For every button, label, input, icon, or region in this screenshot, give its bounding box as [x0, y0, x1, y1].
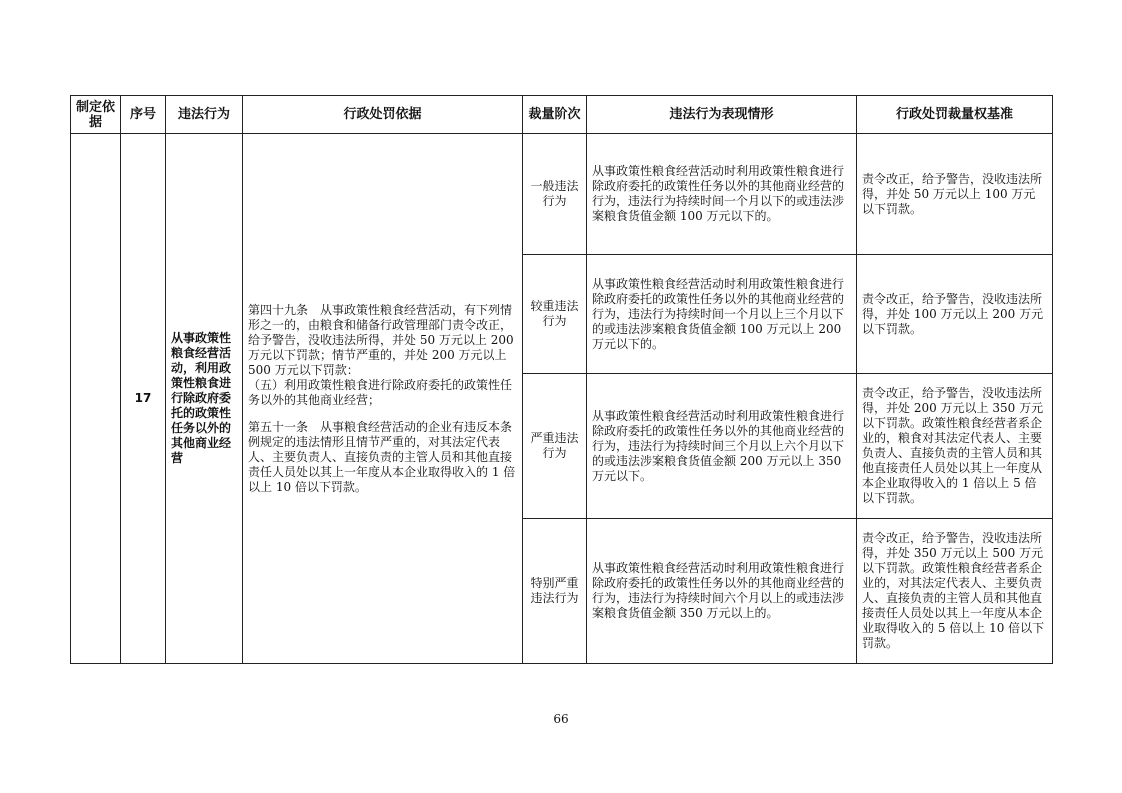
legal-basis-cell — [243, 134, 523, 664]
header-behavior: 违法行为 — [166, 96, 243, 134]
table-row — [71, 134, 1053, 255]
situation-cell: 从事政策性粮食经营活动时利用政策性粮食进行除政府委托的政策性任务以外的其他商业经营的行为，违法行为持续时间六个月以上的或违法涉案粮食货值金额 350 万元以上的。 — [587, 519, 857, 664]
table-header-row — [71, 96, 1053, 134]
header-basis: 制定依据 — [71, 96, 121, 134]
header-seq: 序号 — [121, 96, 166, 134]
behavior-cell: 从事政策性粮食经营活动，利用政策性粮食进行除政府委托的政策性任务以外的其他商业经营 — [166, 134, 243, 664]
page-number: 66 — [553, 712, 569, 726]
basis-cell — [71, 134, 121, 664]
situation-cell: 从事政策性粮食经营活动时利用政策性粮食进行除政府委托的政策性任务以外的其他商业经营的行为，违法行为持续时间三个月以上六个月以下的或违法涉案粮食货值金额 200 万元以上 350 万元以下。 — [587, 374, 857, 519]
standard-cell: 责令改正，给予警告，没收违法所得，并处 100 万元以上 200 万元以下罚款。 — [857, 255, 1053, 374]
legal-basis-article-51: 第五十一条 从事粮食经营活动的企业有违反本条例规定的违法情形且情节严重的，对其法定代表人、主要负责人、直接负责的主管人员和其他直接责任人员处以其上一年度从本企业取得收入的 1 倍以上 10 倍以下罚款。 — [248, 419, 516, 494]
legal-basis-article-49: 第四十九条 从事政策性粮食经营活动，有下列情形之一的，由粮食和储备行政管理部门责令改正，给予警告，没收违法所得，并处 50 万元以上 200 万元以下罚款；情节严重的，并处 200 万元以上 500 万元以下罚款： （五）利用政策性粮食进行除政府委托的政策性任务以外的其他商业经营； — [248, 302, 514, 407]
level-cell: 严重违法行为 — [523, 374, 587, 519]
header-legal-basis: 行政处罚依据 — [243, 96, 523, 134]
situation-cell: 从事政策性粮食经营活动时利用政策性粮食进行除政府委托的政策性任务以外的其他商业经营的行为，违法行为持续时间一个月以上三个月以下的或违法涉案粮食货值金额 100 万元以上 200 万元以下的。 — [587, 255, 857, 374]
standard-cell: 责令改正，给予警告，没收违法所得，并处 200 万元以上 350 万元以下罚款。政策性粮食经营者系企业的，粮食对其法定代表人、主要负责人、直接负责的主管人员和其他直接责任人员处以其上一年度从本企业取得收入的 1 倍以上 5 倍以下罚款。 — [857, 374, 1053, 519]
header-level: 裁量阶次 — [523, 96, 587, 134]
penalty-discretion-table — [70, 95, 1053, 664]
situation-cell: 从事政策性粮食经营活动时利用政策性粮食进行除政府委托的政策性任务以外的其他商业经营的行为，违法行为持续时间一个月以下的或违法涉案粮食货值金额 100 万元以下的。 — [587, 134, 857, 255]
level-cell: 一般违法行为 — [523, 134, 587, 255]
standard-cell: 责令改正，给予警告，没收违法所得，并处 350 万元以上 500 万元以下罚款。政策性粮食经营者系企业的，对其法定代表人、主要负责人、直接负责的主管人员和其他直接责任人员处以其上一年度从本企业取得收入的 5 倍以上 10 倍以下罚款。 — [857, 519, 1053, 664]
seq-cell: 17 — [121, 134, 166, 664]
header-standard: 行政处罚裁量权基准 — [857, 96, 1053, 134]
level-cell: 较重违法行为 — [523, 255, 587, 374]
level-cell: 特别严重违法行为 — [523, 519, 587, 664]
header-situation: 违法行为表现情形 — [587, 96, 857, 134]
standard-cell: 责令改正，给予警告，没收违法所得，并处 50 万元以上 100 万元以下罚款。 — [857, 134, 1053, 255]
